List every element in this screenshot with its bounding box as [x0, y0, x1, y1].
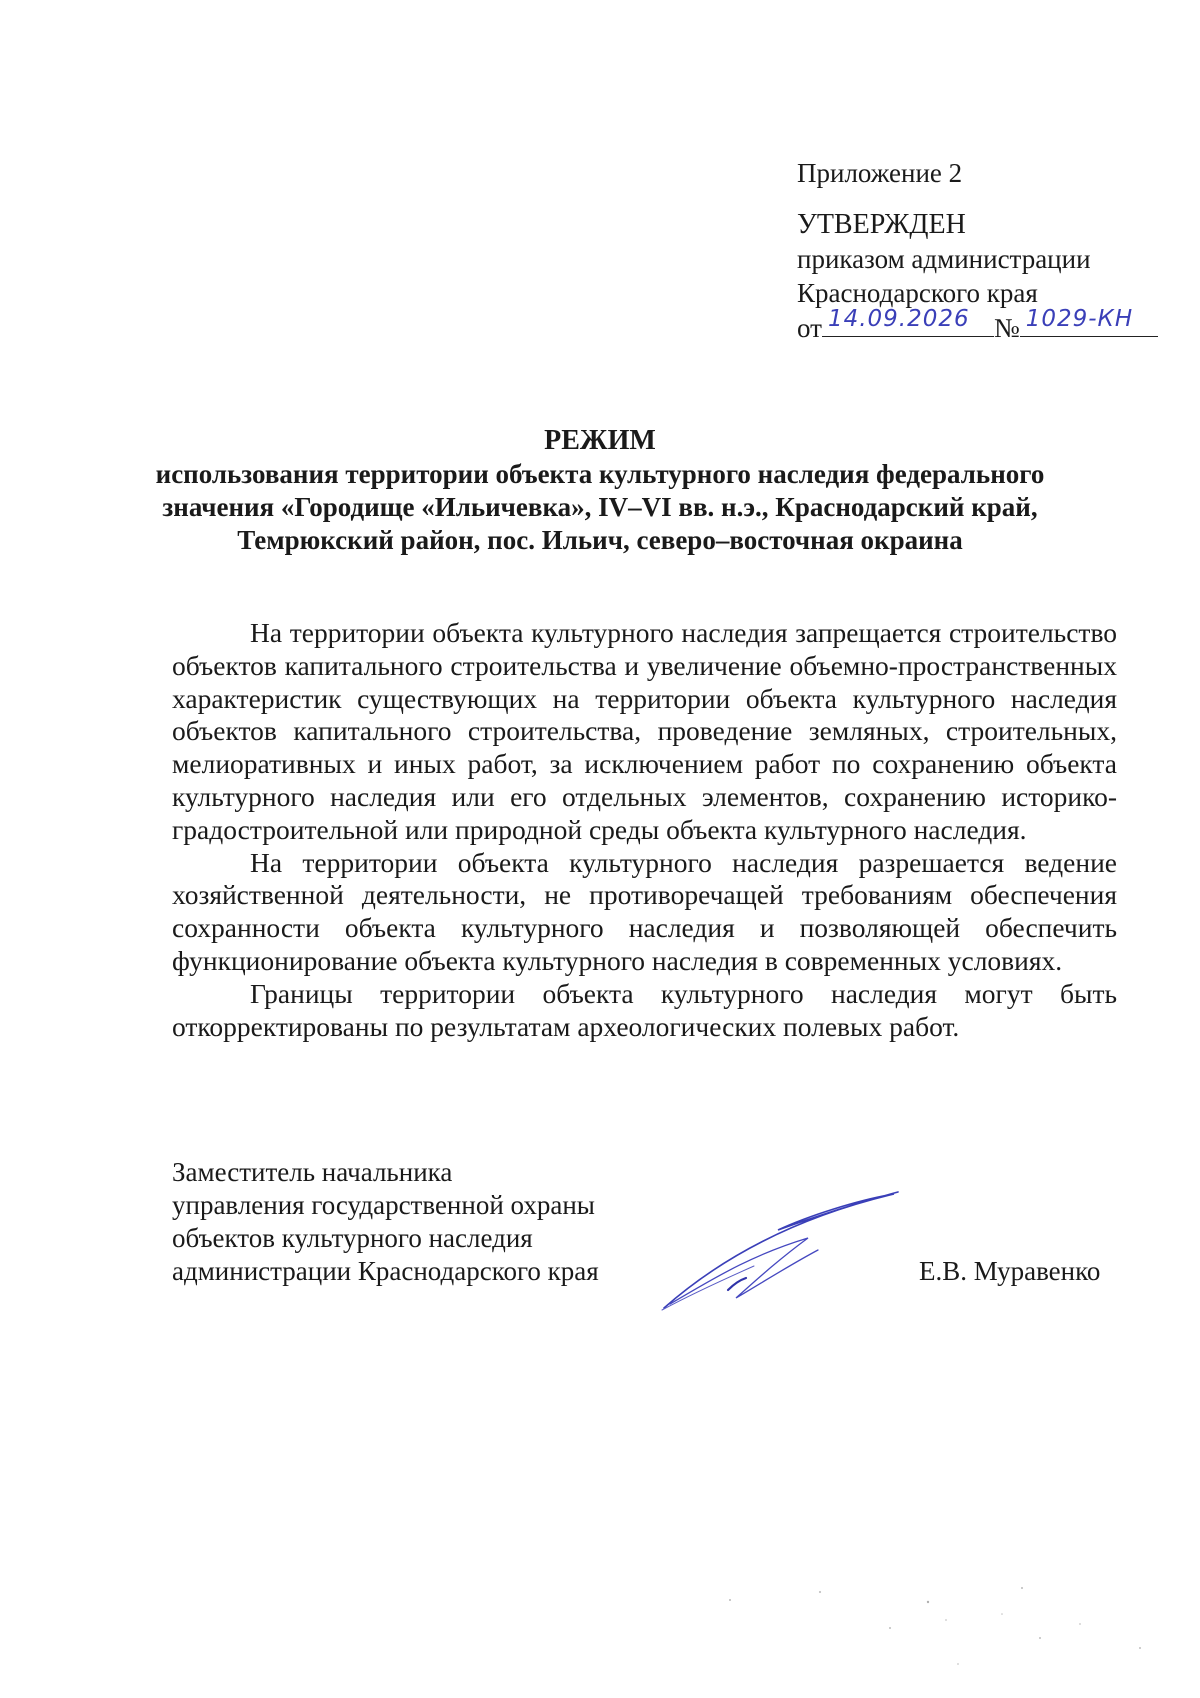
- signatory-position-line-3: объектов культурного наследия: [172, 1223, 533, 1253]
- signatory-position-line-2: управления государственной охраны: [172, 1190, 595, 1220]
- title-main: РЕЖИМ: [544, 425, 656, 456]
- paragraph-2: На территории объекта культурного наследия разрешается ведение хозяйственной деятельности, не противоречащей требованиям обеспечения сохранности объекта культурного наследия и позволяющей обеспечить функционирование объекта культурного наследия в современных условиях.: [172, 846, 1117, 976]
- date-blank: [822, 306, 994, 337]
- signatory-position-line-4: администрации Краснодарского края: [172, 1256, 599, 1286]
- approved-by-line-1: приказом администрации: [797, 244, 1091, 274]
- handwritten-date: 14.09.2026: [827, 306, 970, 332]
- signatory-position-line-1: Заместитель начальника: [172, 1157, 453, 1187]
- scan-noise: [700, 1580, 1160, 1670]
- handwritten-number: 1029-КН: [1025, 306, 1134, 332]
- signatory-name: Е.В. Муравенко: [919, 1256, 1101, 1286]
- approval-block: [797, 156, 1157, 345]
- signature-block: [172, 1156, 1132, 1296]
- number-blank: [1020, 306, 1158, 337]
- title-line-3: Темрюкский район, пос. Ильич, северо–восточная окраина: [237, 525, 963, 555]
- document-title: [150, 424, 1050, 557]
- title-line-2: значения «Городище «Ильичевка», IV–VI вв. н.э., Краснодарский край,: [162, 492, 1038, 522]
- handwritten-signature: [658, 1186, 908, 1316]
- title-line-1: использования территории объекта культурного наследия федерального: [155, 459, 1045, 489]
- date-number-line: [797, 306, 1157, 345]
- document-body: [172, 617, 1117, 1043]
- paragraph-1: На территории объекта культурного наследия запрещается строительство объектов капитального строительства и увеличение объемно-пространственных характеристик существующих на территории объекта культурного наследия объектов капитального строительства, проведение земляных, строительных, мелиоративных и иных работ, за исключением работ по сохранению объекта культурного наследия или его отдельных элементов, сохранению историко-градостроительной или природной среды объекта культурного наследия.: [172, 617, 1117, 845]
- date-prefix: от: [797, 313, 822, 343]
- signatory-position: [172, 1156, 692, 1288]
- number-sign: №: [993, 313, 1020, 343]
- appendix-label: Приложение 2: [797, 158, 963, 188]
- paragraph-3: Границы территории объекта культурного наследия могут быть откорректированы по результатам археологических полевых работ.: [172, 977, 1117, 1042]
- approved-stamp-text: УТВЕРЖДЕН: [797, 209, 966, 240]
- approved-by-line-2: Краснодарского края: [797, 278, 1038, 308]
